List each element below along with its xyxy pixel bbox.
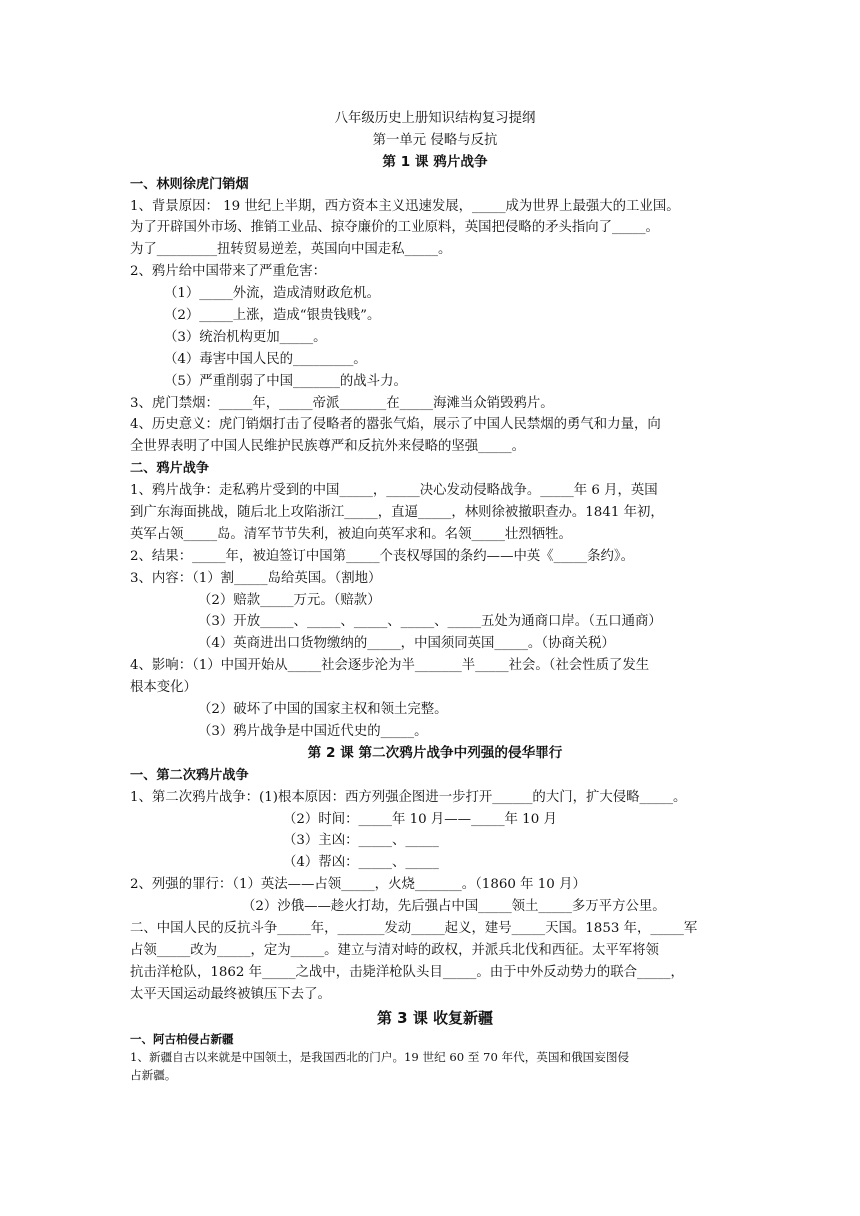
text-line: （3）统治机构更加_____。 <box>164 329 327 345</box>
text-line: （3）鸦片战争是中国近代史的_____。 <box>198 723 428 739</box>
lesson-1-title: 第 1 课 鸦片战争 <box>382 153 488 170</box>
text-line: 全世界表明了中国人民维护民族尊严和反抗外来侵略的坚强_____。 <box>130 439 526 455</box>
text-line: （4）英商进出口货物缴纳的_____，中国须同英国_____。（协商关税） <box>198 636 615 652</box>
text-line: 为了_________扭转贸易逆差，英国向中国走私_____。 <box>130 242 452 258</box>
text-line: （3）主凶：_____、_____ <box>283 833 439 849</box>
text-line: 根本变化） <box>130 680 197 696</box>
text-line: 1、背景原因： 19 世纪上半期，西方资本主义迅速发展，_____成为世界上最强大的工业国。 <box>130 198 680 214</box>
lesson-2-title: 第 2 课 第二次鸦片战争中列强的侵华罪行 <box>307 744 563 761</box>
text-line: 为了开辟国外市场、推销工业品、掠夺廉价的工业原料，英国把侵略的矛头指向了_____。 <box>130 220 659 236</box>
text-line: （1）_____外流，造成清财政危机。 <box>164 286 381 302</box>
text-line: 占领_____改为_____，定为_____。建立与清对峙的政权，并派兵北伐和西征。太平军将领 <box>130 942 659 958</box>
text-line: 抗击洋枪队，1862 年_____之战中，击毙洋枪队头目_____。由于中外反动势力的联合_____， <box>130 964 684 980</box>
document-page <box>130 108 740 1084</box>
text-line: （2）_____上涨，造成“银贵钱贱”。 <box>164 308 381 324</box>
text-line: （2）破坏了中国的国家主权和领土完整。 <box>198 702 448 718</box>
section-heading: 一、阿古柏侵占新疆 <box>130 1031 234 1046</box>
text-line: （3）开放_____、_____、_____、_____、_____五处为通商口岸。（五口通商） <box>198 614 662 630</box>
section-heading: 一、第二次鸦片战争 <box>130 767 249 783</box>
lesson-3-title: 第 3 课 收复新疆 <box>376 1008 494 1027</box>
text-line: 1、第二次鸦片战争：(1)根本原因：西方列强企图进一步打开______的大门，扩大侵略_____。 <box>130 789 687 805</box>
text-line: （5）严重削弱了中国_______的战斗力。 <box>164 373 407 389</box>
text-line: 4、影响：（1）中国开始从_____社会逐步沦为半_______半_____社会。（社会性质了发生 <box>130 658 650 674</box>
text-line: （2）赔款_____万元。（赔款） <box>198 592 381 608</box>
text-line: 1、鸦片战争：走私鸦片受到的中国_____，_____决心发动侵略战争。_____年 6 月，英国 <box>130 483 658 499</box>
text-line: 2、列强的罪行：（1）英法——占领_____，火烧_______。（1860 年 10 月） <box>130 877 586 893</box>
text-line: 3、内容：（1）割_____岛给英国。（割地） <box>130 570 382 586</box>
text-line: （4）毒害中国人民的_________。 <box>164 351 367 367</box>
text-line: 4、历史意义：虎门销烟打击了侵略者的嚣张气焰，展示了中国人民禁烟的勇气和力量，向 <box>130 417 661 433</box>
text-line: 2、鸦片给中国带来了严重危害： <box>130 264 326 280</box>
text-line: 占新疆。 <box>130 1067 177 1082</box>
text-line: 二、中国人民的反抗斗争_____年，_______发动_____起义，建号_____天国。1853 年，_____军 <box>130 920 698 936</box>
document-title: 八年级历史上册知识结构复习提纲 <box>334 111 536 126</box>
section-heading: 二、鸦片战争 <box>130 461 210 477</box>
text-line: （2）沙俄——趁火打劫，先后强占中国_____领土_____多万平方公里。 <box>242 899 666 915</box>
text-line: 到广东海面挑战，随后北上攻陷浙江_____，直逼_____，林则徐被撤职查办。1841 年初， <box>130 505 664 521</box>
text-line: 2、结果：_____年，被迫签订中国第_____个丧权辱国的条约——中英《_____条约》。 <box>130 548 634 564</box>
text-line: （2）时间：_____年 10 月——_____年 10 月 <box>283 811 557 827</box>
text-line: 3、虎门禁烟：_____年，_____帝派_______在_____海滩当众销毁鸦片。 <box>130 395 554 411</box>
text-line: 太平天国运动最终被镇压下去了。 <box>130 986 331 1002</box>
text-line: 1、新疆自古以来就是中国领土，是我国西北的门户。19 世纪 60 至 70 年代，英国和俄国妄图侵 <box>130 1049 630 1064</box>
section-heading: 一、林则徐虎门销烟 <box>130 176 249 192</box>
unit-title: 第一单元 侵略与反抗 <box>372 132 498 148</box>
text-line: （4）帮凶：_____、_____ <box>283 855 439 871</box>
text-line: 英军占领_____岛。清军节节失利，被迫向英军求和。名领_____壮烈牺牲。 <box>130 526 572 542</box>
